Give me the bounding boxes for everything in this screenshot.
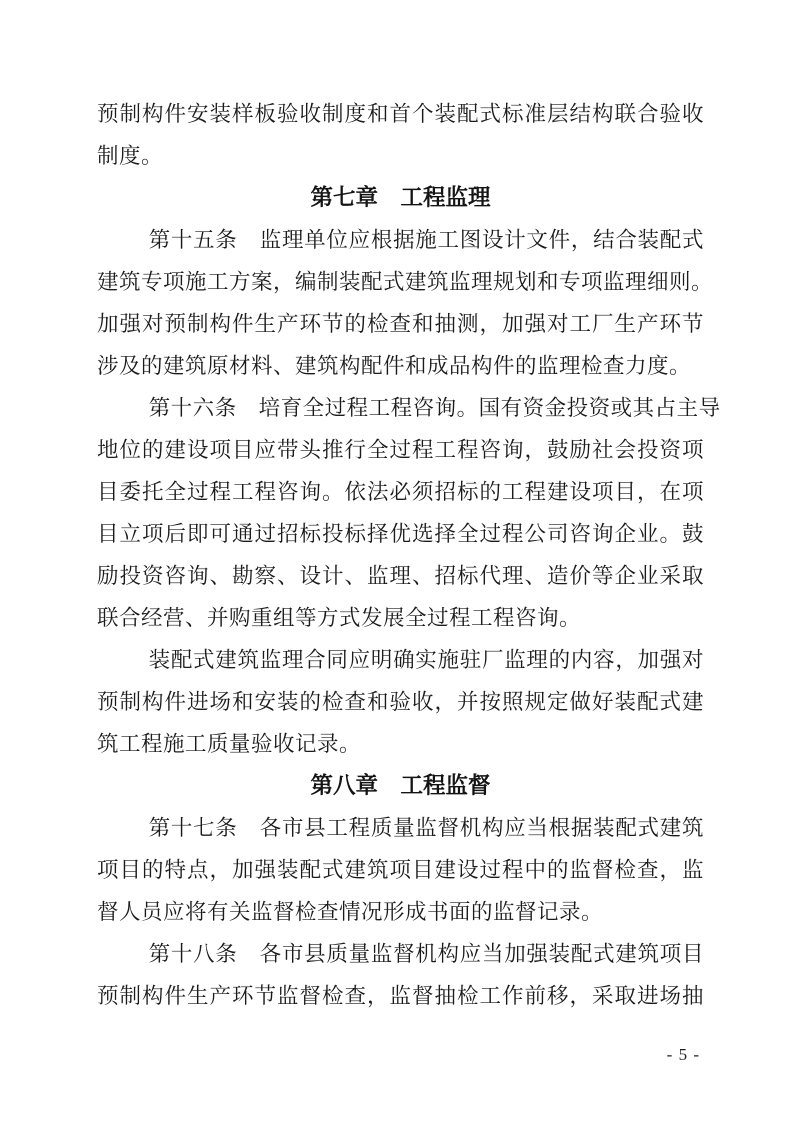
body-paragraph: [97, 933, 704, 1017]
text-line: 第十八条 各市县质量监督机构应当加强装配式建筑项目: [148, 942, 704, 966]
body-paragraph: [97, 93, 704, 177]
chapter-heading: 第八章 工程监督: [310, 773, 491, 798]
text-line: 第十七条 各市县工程质量监督机构应当根据装配式建筑: [148, 816, 704, 840]
text-line: 预制构件安装样板验收制度和首个装配式标准层结构联合验收: [97, 102, 704, 126]
body-paragraph: [97, 639, 704, 765]
text-line: 预制构件生产环节监督检查，监督抽检工作前移，采取进场抽: [97, 984, 704, 1008]
text-line: 励投资咨询、勘察、设计、监理、招标代理、造价等企业采取: [97, 564, 704, 588]
text-line: 目委托全过程工程咨询。依法必须招标的工程建设项目，在项: [97, 480, 704, 504]
page-number: - 5 -: [666, 1045, 700, 1064]
text-line: 目立项后即可通过招标投标择优选择全过程公司咨询企业。鼓: [97, 522, 704, 546]
body-paragraph: [97, 387, 721, 639]
text-line: 地位的建设项目应带头推行全过程工程咨询，鼓励社会投资项: [97, 438, 704, 462]
text-line: 建筑专项施工方案，编制装配式建筑监理规划和专项监理细则。: [97, 270, 714, 294]
text-line: 第十五条 监理单位应根据施工图设计文件，结合装配式: [148, 228, 704, 252]
body-paragraph: [97, 219, 714, 387]
text-line: 涉及的建筑原材料、建筑构配件和成品构件的监理检查力度。: [97, 354, 692, 378]
text-line: 制度。: [97, 144, 164, 168]
chapter-heading: 第七章 工程监理: [310, 185, 491, 210]
text-line: 联合经营、并购重组等方式发展全过程工程咨询。: [97, 606, 582, 630]
text-line: 督人员应将有关监督检查情况形成书面的监督记录。: [97, 900, 604, 924]
text-line: 装配式建筑监理合同应明确实施驻厂监理的内容，加强对: [148, 648, 704, 672]
body-paragraph: [97, 807, 704, 933]
text-line: 加强对预制构件生产环节的检查和抽测，加强对工厂生产环节: [97, 312, 704, 336]
text-line: 项目的特点，加强装配式建筑项目建设过程中的监督检查，监: [97, 858, 704, 882]
text-line: 筑工程施工质量验收记录。: [97, 732, 362, 756]
text-line: 预制构件进场和安装的检查和验收，并按照规定做好装配式建: [97, 690, 704, 714]
text-line: 第十六条 培育全过程工程咨询。国有资金投资或其占主导: [148, 396, 721, 420]
